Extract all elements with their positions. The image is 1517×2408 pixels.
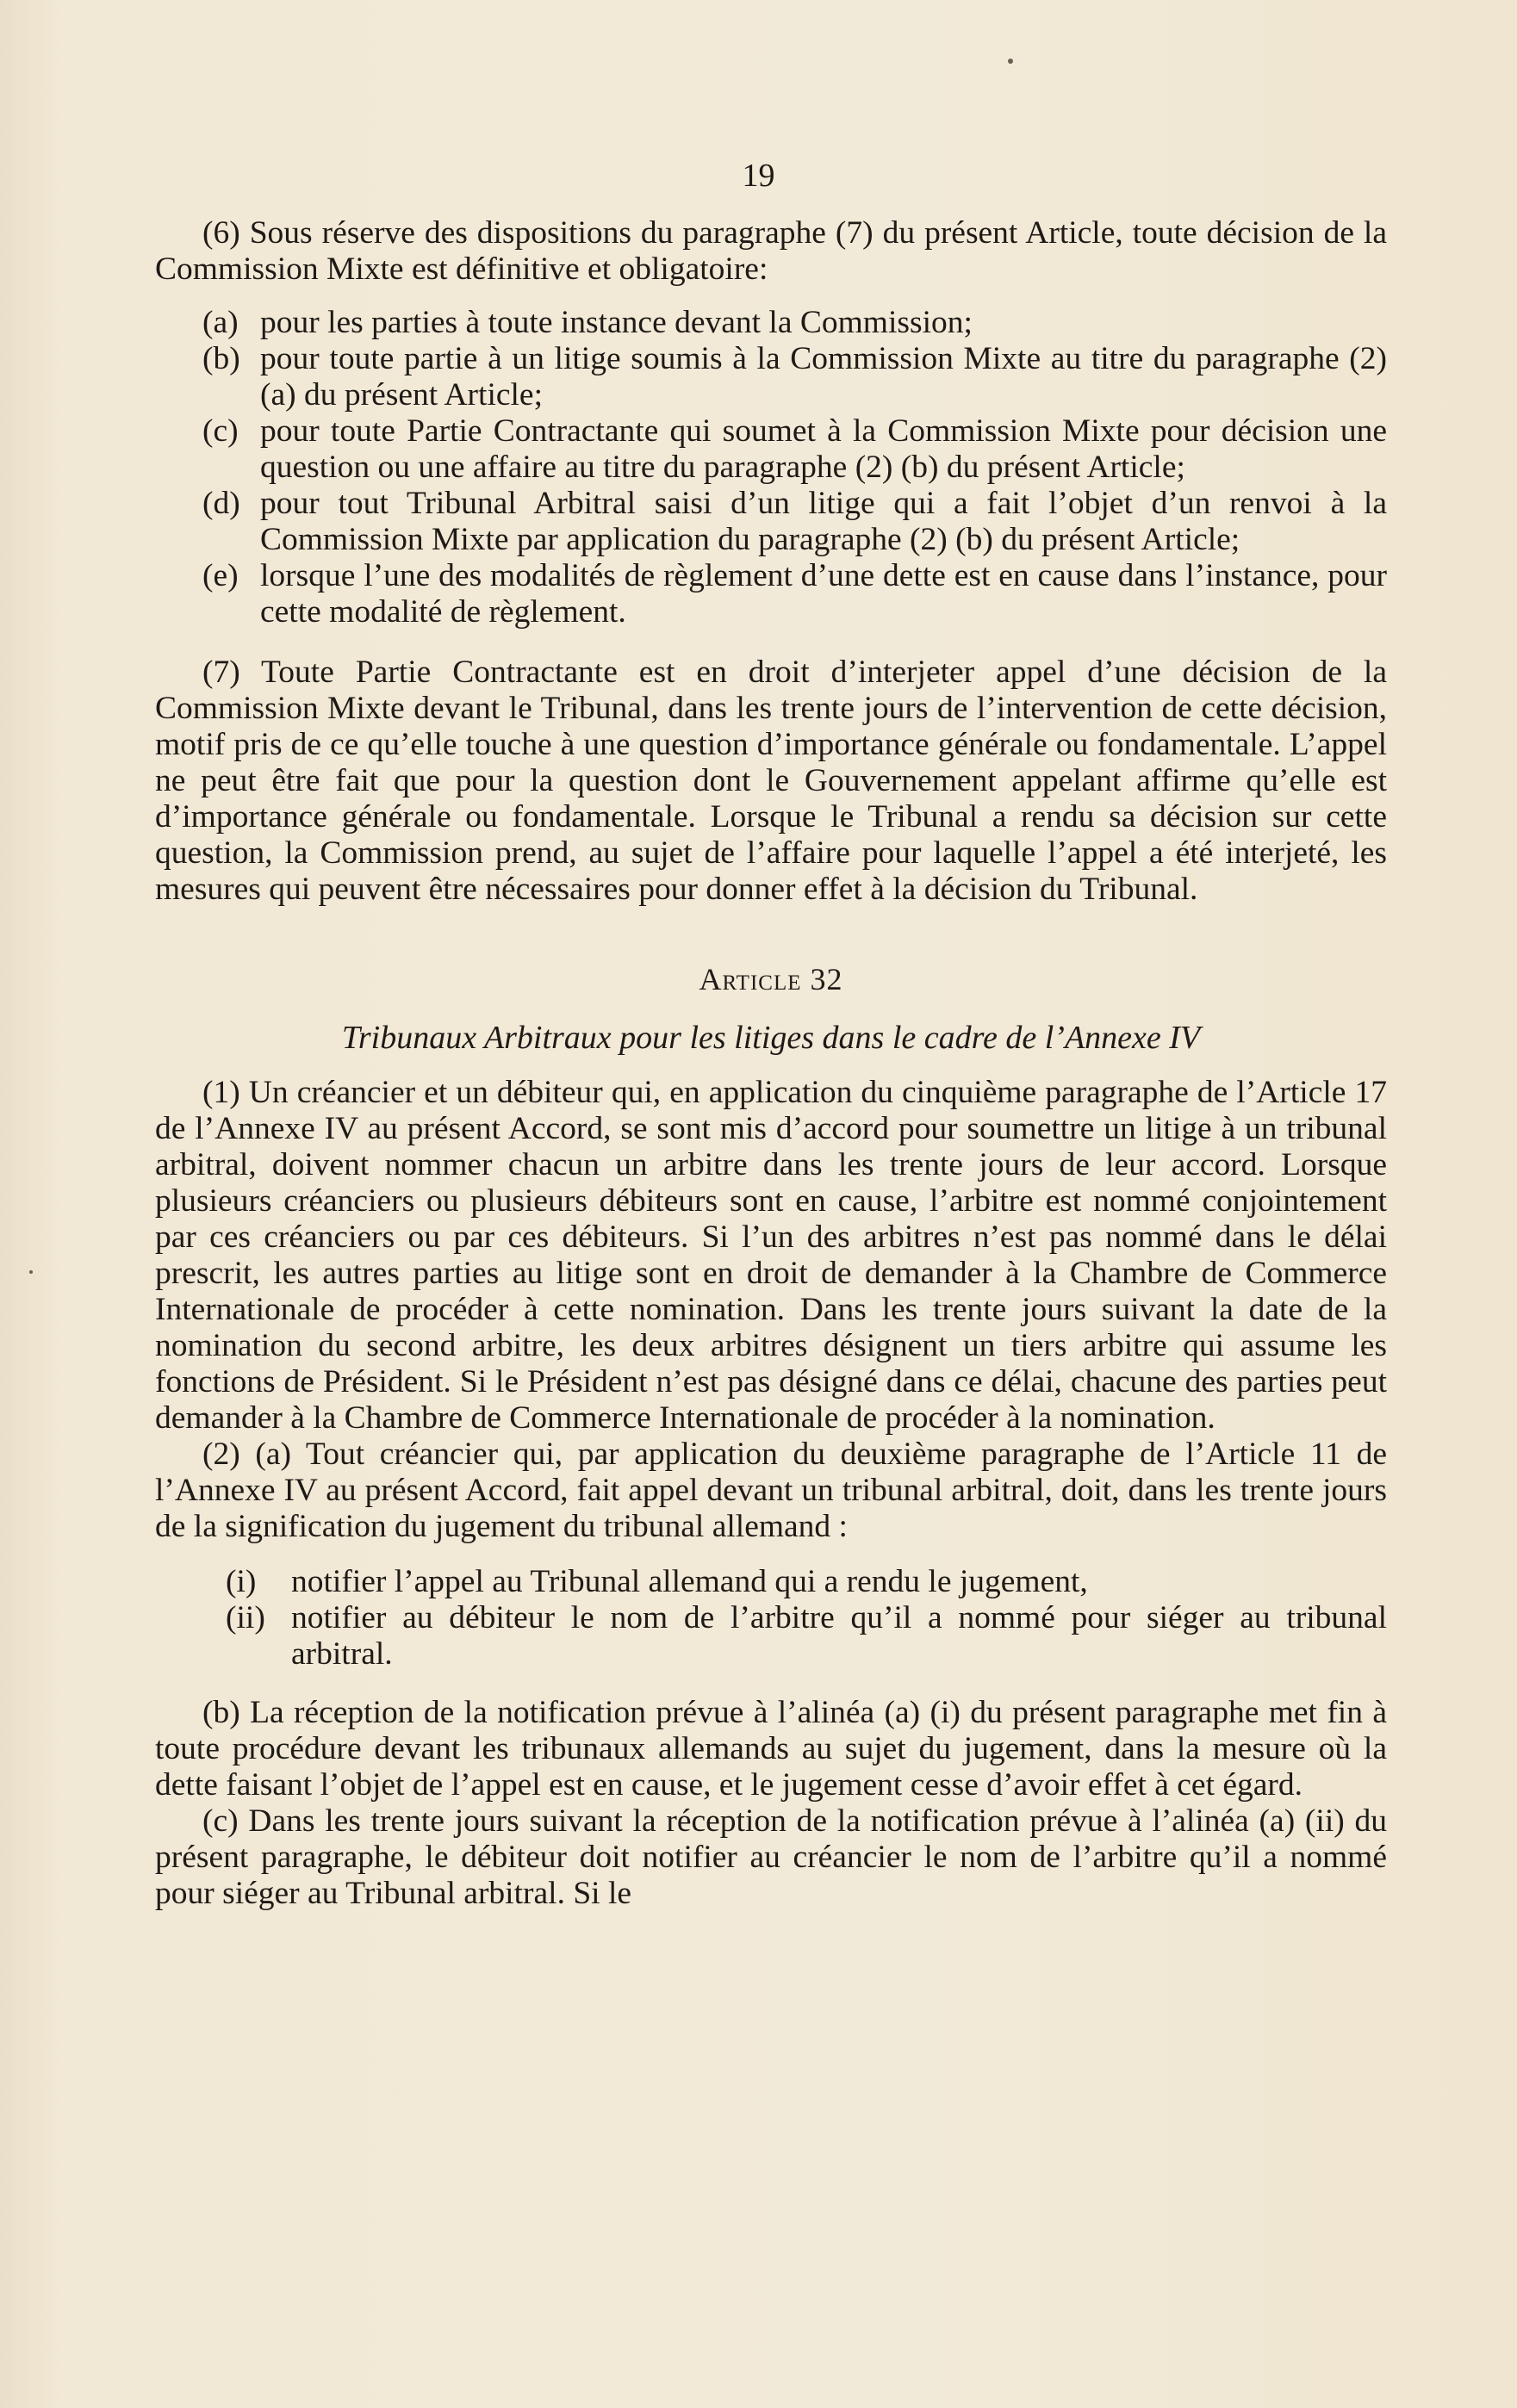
paragraph-7: (7) Toute Partie Contractante est en droit d’interjeter appel d’une décision de la Commission Mixte devant le Tribunal, dans les trente jours de l’intervention de cette décision, motif pris de ce qu’elle touche à une question d’importance générale ou fondamentale. L’appel ne peut être fait que pour la question dont le Gouvernement appelant affirme qu’elle est d’importance générale ou fondamentale. Lorsque le Tribunal a rendu sa décision sur cette question, la Commission prend, au sujet de l’affaire pour laquelle l’appel a été interjeté, les mesures qui peuvent être nécessaires pour donner effet à la décision du Tribunal. bbox=[155, 655, 1387, 907]
list-item bbox=[155, 305, 1387, 341]
list-item bbox=[155, 413, 1387, 486]
item-mark: (a) bbox=[202, 305, 239, 340]
article-paragraph-1: (1) Un créancier et un débiteur qui, en application du cinquième paragraphe de l’Article 17 de l’Annexe IV au présent Accord, se sont mis d’accord pour soumettre un litige à un tribunal arbitral, doivent nommer chacun un arbitre dans les trente jours de leur accord. Lorsque plusieurs créanciers ou plusieurs débiteurs sont en cause, l’arbitre est nommé conjointement par ces créanciers ou par ces débiteurs. Si l’un des arbitres n’est pas nommé dans le délai prescrit, les autres parties au litige sont en droit de demander à la Chambre de Commerce Internationale de procéder à cette nomination. Dans les trente jours suivant la date de la nomination du second arbitre, les deux arbitres désignent un tiers arbitre qui assume les fonctions de Président. Si le Président n’est pas désigné dans ce délai, chacune des parties peut demander à la Chambre de Commerce Internationale de procéder à la nomination. bbox=[155, 1075, 1387, 1436]
sublist-item bbox=[155, 1600, 1387, 1673]
sub-mark: (ii) bbox=[226, 1600, 265, 1635]
list-item bbox=[155, 341, 1387, 413]
item-mark: (b) bbox=[202, 341, 240, 376]
paragraph-6-list bbox=[155, 305, 1387, 630]
article-subheading: Tribunaux Arbitraux pour les litiges dans le cadre de l’Annexe IV bbox=[341, 1020, 1201, 1056]
sublist-item bbox=[155, 1564, 1387, 1600]
list-item bbox=[155, 558, 1387, 630]
paragraph-6-intro: (6) Sous réserve des dispositions du paragraphe (7) du présent Article, toute décision de la Commission Mixte est définitive et obligatoire: bbox=[155, 215, 1387, 287]
article-paragraph-2a: (2) (a) Tout créancier qui, par application du deuxième paragraphe de l’Article 11 de l’Annexe IV au présent Accord, fait appel devant un tribunal arbitral, doit, dans les trente jours de la signification du jugement du tribunal allemand : bbox=[155, 1437, 1387, 1544]
list-item bbox=[155, 486, 1387, 558]
article-heading: Article 32 bbox=[699, 962, 843, 996]
speck-mark bbox=[29, 1270, 33, 1274]
item-text: lorsque l’une des modalités de règlement d’une dette est en cause dans l’instance, pour cette modalité de règlement. bbox=[260, 558, 1387, 630]
sub-text: notifier l’appel au Tribunal allemand qui a rendu le jugement, bbox=[291, 1564, 1088, 1599]
item-text: pour tout Tribunal Arbitral saisi d’un litige qui a fait l’objet d’un renvoi à la Commission Mixte par application du paragraphe (2) (b) du présent Article; bbox=[260, 486, 1387, 557]
item-mark: (e) bbox=[202, 558, 239, 593]
item-text: pour toute partie à un litige soumis à la Commission Mixte au titre du paragraphe (2) (a) du présent Article; bbox=[260, 341, 1387, 413]
article-paragraph-2b: (b) La réception de la notification prévue à l’alinéa (a) (i) du présent paragraphe met fin à toute procédure devant les tribunaux allemands au sujet du jugement, dans la mesure où la dette faisant l’objet de l’appel est en cause, et le jugement cesse d’avoir effet à cet égard. bbox=[155, 1695, 1387, 1803]
item-mark: (c) bbox=[202, 413, 239, 449]
body-text bbox=[155, 0, 1387, 1912]
item-text: pour toute Partie Contractante qui soumet à la Commission Mixte pour décision une question ou une affaire au titre du paragraphe (2) (b) du présent Article; bbox=[260, 413, 1387, 485]
paragraph-2a-sublist bbox=[155, 1564, 1387, 1673]
sub-text: notifier au débiteur le nom de l’arbitre qu’il a nommé pour siéger au tribunal arbitral. bbox=[291, 1600, 1387, 1672]
sub-mark: (i) bbox=[226, 1564, 257, 1599]
article-paragraph-2c: (c) Dans les trente jours suivant la réception de la notification prévue à l’alinéa (a) (ii) du présent paragraphe, le débiteur doit notifier au créancier le nom de l’arbitre qu’il a nommé pour siéger au Tribunal arbitral. Si le bbox=[155, 1803, 1387, 1911]
item-text: pour les parties à toute instance devant la Commission; bbox=[260, 305, 973, 340]
item-mark: (d) bbox=[202, 486, 240, 521]
page-number: 19 bbox=[742, 158, 775, 194]
